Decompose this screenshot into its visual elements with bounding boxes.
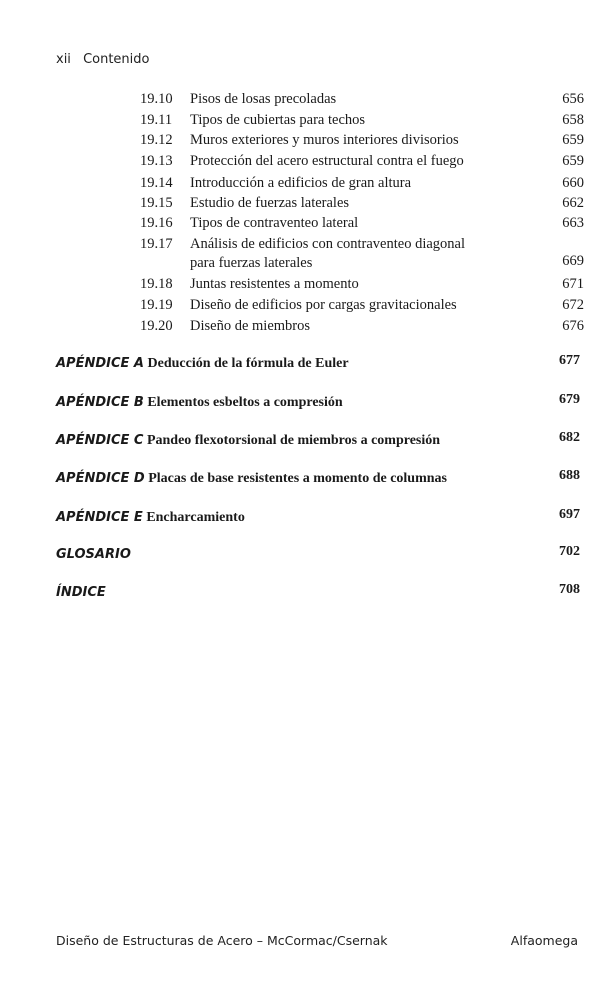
appendix-entry[interactable] — [56, 470, 586, 488]
appendix-label: APÉNDICE C — [56, 433, 144, 448]
entry-number: 19.13 — [140, 153, 173, 169]
index-entry[interactable] — [56, 584, 586, 602]
index-label: ÍNDICE — [56, 585, 106, 600]
appendix-entry[interactable] — [56, 355, 586, 373]
index-page: 708 — [559, 582, 580, 597]
footer-book-title: Diseño de Estructuras de Acero – McCormac/Csernak — [56, 933, 388, 948]
appendix-title: Encharcamiento — [146, 510, 245, 525]
appendix-page: 682 — [559, 430, 580, 445]
page-header — [56, 52, 149, 67]
glossary-entry[interactable] — [56, 546, 586, 564]
appendix-title: Placas de base resistentes a momento de columnas — [148, 471, 447, 486]
appendix-label: APÉNDICE A — [56, 356, 144, 371]
appendix-entry[interactable] — [56, 394, 586, 412]
entry-title: Diseño de miembros — [190, 318, 311, 334]
entry-number: 19.14 — [140, 175, 173, 191]
appendix-page: 688 — [559, 468, 580, 483]
page-footer — [56, 933, 578, 948]
appendix-label: APÉNDICE D — [56, 471, 145, 486]
entry-page: 676 — [562, 318, 584, 334]
entry-title: Pisos de losas precoladas — [190, 91, 337, 107]
entry-number: 19.16 — [140, 215, 173, 231]
appendix-label: APÉNDICE B — [56, 395, 144, 410]
entry-number: 19.12 — [140, 132, 173, 148]
entry-page: 660 — [562, 175, 584, 191]
appendix-page: 679 — [559, 392, 580, 407]
entry-page: 659 — [562, 153, 584, 169]
appendix-page: 697 — [559, 507, 580, 522]
entry-page: 656 — [562, 91, 584, 107]
entry-number: 19.11 — [140, 112, 173, 128]
entry-number: 19.17 — [140, 236, 173, 252]
entry-page: 659 — [562, 132, 584, 148]
entry-number: 19.19 — [140, 297, 173, 313]
entry-title: Muros exteriores y muros interiores divisorios — [190, 132, 459, 148]
glossary-page: 702 — [559, 544, 580, 559]
section-title: Contenido — [83, 52, 150, 67]
entry-title: Estudio de fuerzas laterales — [190, 195, 350, 211]
entry-title: Tipos de contraventeo lateral — [190, 215, 359, 231]
page-number: xii — [56, 52, 71, 67]
appendix-title: Deducción de la fórmula de Euler — [147, 356, 349, 371]
appendix-label: APÉNDICE E — [56, 510, 143, 525]
entry-page: 662 — [562, 195, 584, 211]
entry-title: Tipos de cubiertas para techos — [190, 112, 366, 128]
footer-publisher: Alfaomega — [510, 933, 578, 948]
appendix-page: 677 — [559, 353, 580, 368]
entry-title: Protección del acero estructural contra el fuego — [190, 153, 464, 169]
appendix-entry[interactable] — [56, 509, 586, 527]
entry-number: 19.20 — [140, 318, 173, 334]
entry-number: 19.10 — [140, 91, 173, 107]
entry-page: 671 — [562, 276, 584, 292]
entry-number: 19.15 — [140, 195, 173, 211]
entry-title: Juntas resistentes a momento — [190, 276, 359, 292]
entry-page: 663 — [562, 215, 584, 231]
entry-page: 672 — [562, 297, 584, 313]
entry-title: Introducción a edificios de gran altura — [190, 175, 412, 191]
appendix-title: Elementos esbeltos a compresión — [147, 395, 343, 410]
appendix-entry[interactable] — [56, 432, 586, 450]
appendix-title: Pandeo flexotorsional de miembros a compresión — [146, 433, 441, 448]
entry-title-continued: para fuerzas laterales — [190, 255, 313, 271]
entry-title: Análisis de edificios con contraventeo diagonal — [190, 236, 466, 252]
entry-page: 669 — [562, 253, 584, 269]
entry-page: 658 — [562, 112, 584, 128]
glossary-label: GLOSARIO — [56, 547, 131, 562]
entry-title: Diseño de edificios por cargas gravitacionales — [190, 297, 457, 313]
entry-number: 19.18 — [140, 276, 173, 292]
